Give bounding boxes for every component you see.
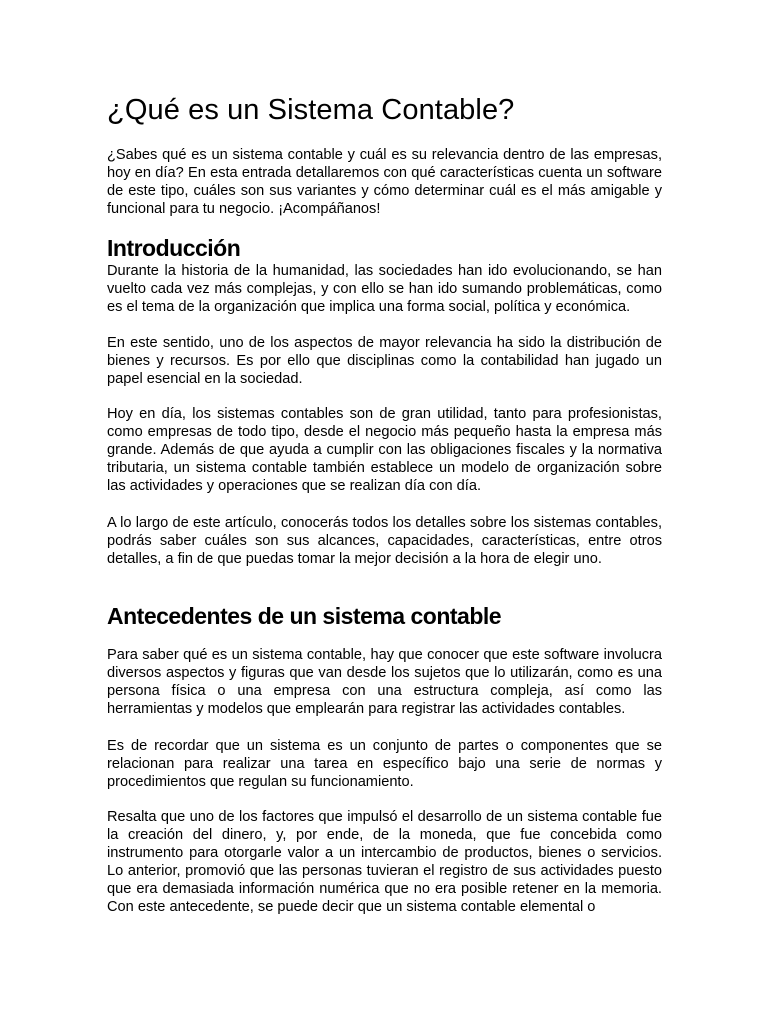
paragraph: Es de recordar que un sistema es un conjunto de partes o componentes que se relacionan para realizar una tarea en específico bajo una serie de normas y procedimientos que regulan su funcionamiento.	[107, 738, 662, 790]
section-heading-introduccion: Introducción	[107, 235, 241, 261]
paragraph: Hoy en día, los sistemas contables son de gran utilidad, tanto para profesionistas, como empresas de todo tipo, desde el negocio más pequeño hasta la empresa más grande. Además de que ayuda a cumplir con las obligaciones fiscales y la normativa tributaria, un sistema contable también establece un modelo de organización sobre las actividades y operaciones que se realizan día con día.	[107, 406, 662, 494]
paragraph: En este sentido, uno de los aspectos de mayor relevancia ha sido la distribución de bienes y recursos. Es por ello que disciplinas como la contabilidad han jugado un papel esencial en la sociedad.	[107, 335, 662, 387]
paragraph: A lo largo de este artículo, conocerás todos los detalles sobre los sistemas contables, podrás saber cuáles son sus alcances, capacidades, características, entre otros detalles, a fin de que puedas tomar la mejor decisión a la hora de elegir uno.	[107, 515, 662, 567]
paragraph: Para saber qué es un sistema contable, hay que conocer que este software involucra diversos aspectos y figuras que van desde los sujetos que lo utilizarán, como es una persona física o una empresa con una estructura compleja, así como las herramientas y modelos que emplearán para registrar las actividades contables.	[107, 647, 662, 717]
intro-paragraph: ¿Sabes qué es un sistema contable y cuál es su relevancia dentro de las empresas, hoy en día? En esta entrada detallaremos con qué características cuenta un software de este tipo, cuáles son sus variantes y cómo determinar cuál es el más amigable y funcional para tu negocio. ¡Acompáñanos!	[107, 147, 662, 217]
page-title: ¿Qué es un Sistema Contable?	[107, 94, 515, 126]
section-heading-antecedentes: Antecedentes de un sistema contable	[107, 603, 502, 629]
paragraph: Durante la historia de la humanidad, las sociedades han ido evolucionando, se han vuelto cada vez más complejas, y con ello se han ido sumando problemáticas, como es el tema de la organización que implica una forma social, política y económica.	[107, 263, 662, 315]
paragraph: Resalta que uno de los factores que impulsó el desarrollo de un sistema contable fue la creación del dinero, y, por ende, de la moneda, que fue concebida como instrumento para otorgarle valor a un intercambio de productos, bienes o servicios. Lo anterior, promovió que las personas tuvieran el registro de sus actividades puesto que era demasiada información numérica que no era posible retener en la memoria. Con este antecedente, se puede decir que un sistema contable elemental o	[107, 809, 662, 915]
